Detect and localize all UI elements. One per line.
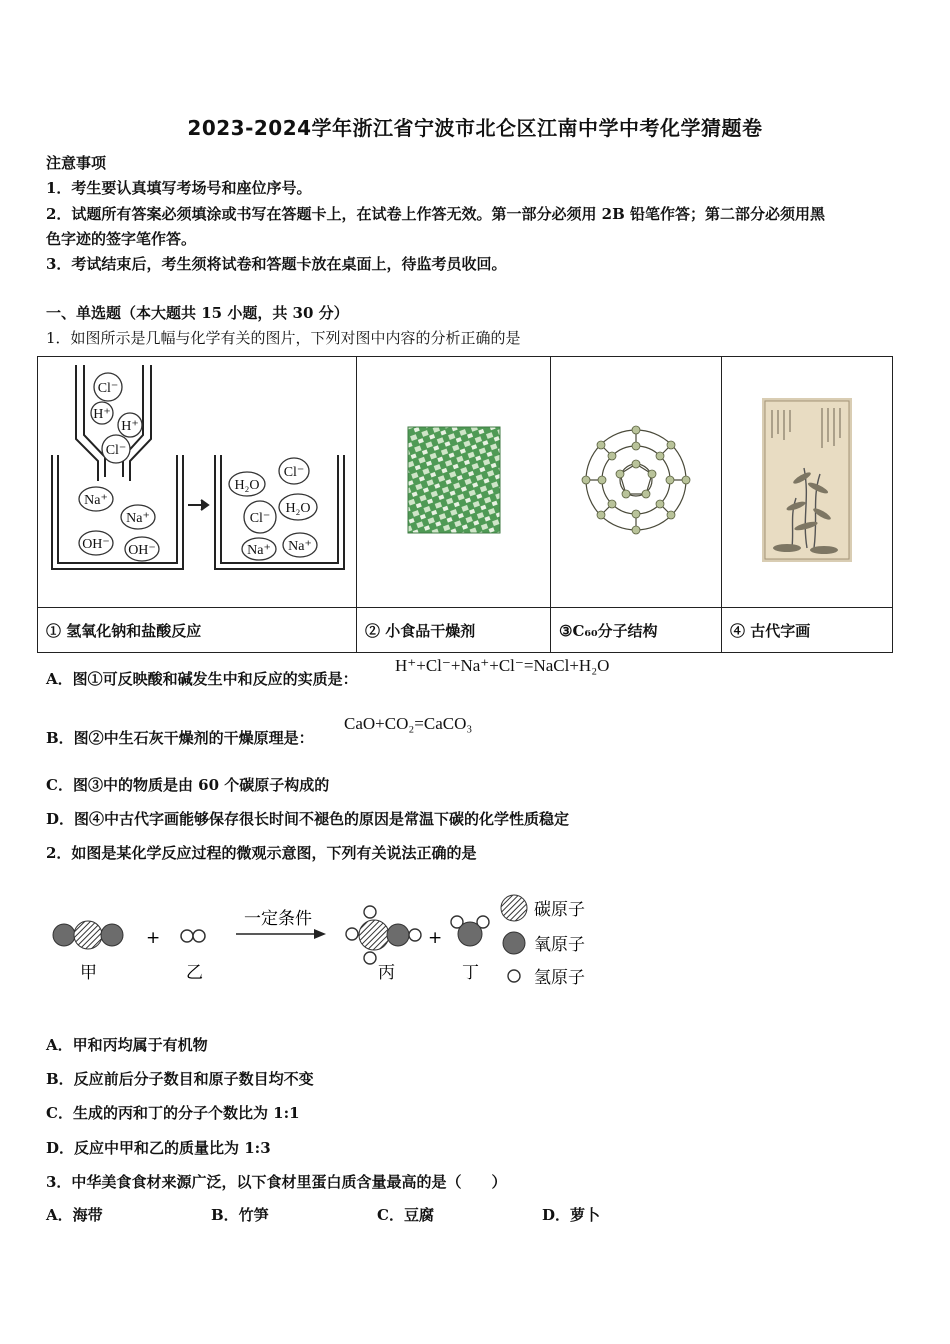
legend-oxygen-symbol <box>503 932 525 954</box>
q2-option-d: D．反应中甲和乙的质量比为 1:3 <box>46 1139 271 1157</box>
legend-carbon-label: 碳原子 <box>534 900 585 920</box>
caption-ancient-painting: ④ 古代字画 <box>722 608 893 653</box>
q1-option-c: C．图③中的物质是由 60 个碳原子构成的 <box>46 776 330 794</box>
figure-desiccant <box>357 357 551 608</box>
legend-carbon-symbol <box>501 895 527 921</box>
legend-oxygen-label: 氧原子 <box>534 935 585 955</box>
ion-cl-1: Cl⁻ <box>97 381 119 396</box>
bing-hydrogen-atom-1 <box>364 906 376 918</box>
bing-hydrogen-atom-3 <box>364 952 376 964</box>
q1-option-a <box>46 668 358 689</box>
ancient-painting-image <box>762 398 852 562</box>
q3-option-c: C．豆腐 <box>377 1206 434 1224</box>
ion-na-1: Na⁺ <box>84 493 108 508</box>
neutralization-diagram <box>38 357 356 603</box>
q1-option-d: D．图④中古代字画能够保存很长时间不褪色的原因是常温下碳的化学性质稳定 <box>46 810 570 828</box>
q1-option-b <box>46 727 314 748</box>
ion-na-2: Na⁺ <box>126 511 150 526</box>
label-bing: 丙 <box>378 963 395 983</box>
yi-hydrogen-atom-1 <box>181 930 193 942</box>
c60-molecule-image <box>576 420 696 540</box>
legend-hydrogen-label: 氢原子 <box>534 968 585 988</box>
q1-option-b-formula: CaO+CO₂=CaCO₃ <box>344 714 473 733</box>
jia-carbon-atom <box>74 921 102 949</box>
question-3-stem: 3．中华美食食材来源广泛，以下食材里蛋白质含量最高的是（ ） <box>46 1173 507 1191</box>
q3-option-b: B．竹笋 <box>211 1206 269 1224</box>
section-heading: 一、单选题（本大题共 15 小题，共 30 分） <box>46 304 349 322</box>
ion-oh-2: OH⁻ <box>128 543 156 558</box>
notice-item-2-cont: 色字迹的签字笔作答。 <box>46 230 197 248</box>
bing-hydrogen-atom-2 <box>346 928 358 940</box>
ion-h-1: H⁺ <box>93 407 111 422</box>
yi-hydrogen-atom-2 <box>193 930 205 942</box>
bing-oxygen-atom <box>387 924 409 946</box>
page-title: 2023-2024学年浙江省宁波市北仑区江南中学中考化学猜题卷 <box>187 116 763 140</box>
q3-option-d: D．萝卜 <box>542 1206 601 1224</box>
notice-item-2: 2．试题所有答案必须填涂或书写在答题卡上，在试卷上作答无效。第一部分必须用 2B 铅笔作答；第二部分必须用黑 <box>46 205 826 223</box>
label-yi: 乙 <box>186 963 203 983</box>
caption-c60: ③C₆₀分子结构 <box>551 608 722 653</box>
question-2-stem: 2．如图是某化学反应过程的微观示意图，下列有关说法正确的是 <box>46 844 477 862</box>
question-1-stem: 1．如图所示是几幅与化学有关的图片，下列对图中内容的分析正确的是 <box>46 329 521 347</box>
q3-option-a: A．海带 <box>46 1206 103 1224</box>
q2-option-b: B．反应前后分子数目和原子数目均不变 <box>46 1070 314 1088</box>
caption-desiccant: ② 小食品干燥剂 <box>357 608 551 653</box>
question-1-figure-table <box>37 356 893 653</box>
label-ding: 丁 <box>462 963 479 983</box>
figure-neutralization <box>38 357 357 608</box>
ion-h-2: H⁺ <box>121 419 139 434</box>
label-jia: 甲 <box>80 963 97 983</box>
q1-option-b-label: B．图②中生石灰干燥剂的干燥原理是： <box>46 729 314 747</box>
notice-item-3: 3．考试结束后，考生须将试卷和答题卡放在桌面上，待监考员收回。 <box>46 255 507 273</box>
q2-option-a: A．甲和丙均属于有机物 <box>46 1036 208 1054</box>
bing-hydrogen-atom-4 <box>409 929 421 941</box>
ion-na-3: Na⁺ <box>247 543 271 558</box>
jia-oxygen-atom-1 <box>53 924 75 946</box>
q1-option-a-label: A．图①可反映酸和碱发生中和反应的实质是： <box>46 670 358 688</box>
molecule-h2o-2: H₂O <box>285 501 311 516</box>
notice-item-1: 1．考生要认真填写考场号和座位序号。 <box>46 179 312 197</box>
reaction-condition: 一定条件 <box>244 909 312 929</box>
legend-hydrogen-symbol <box>508 970 520 982</box>
plus-sign-2: + <box>428 928 443 948</box>
q1-option-a-formula: H⁺+Cl⁻+Na⁺+Cl⁻=NaCl+H₂O <box>395 656 610 675</box>
reaction-diagram <box>44 888 604 998</box>
ion-cl-4: Cl⁻ <box>249 511 271 526</box>
bing-carbon-atom <box>359 920 389 950</box>
plus-sign-1: + <box>146 928 161 948</box>
jia-oxygen-atom-2 <box>101 924 123 946</box>
notice-heading: 注意事项 <box>46 154 107 172</box>
ding-oxygen-atom <box>458 922 482 946</box>
ion-oh-1: OH⁻ <box>82 537 110 552</box>
desiccant-packet-image <box>406 425 502 535</box>
ion-cl-3: Cl⁻ <box>283 465 305 480</box>
ion-cl-2: Cl⁻ <box>105 443 127 458</box>
figure-c60 <box>551 357 722 608</box>
molecule-h2o-1: H₂O <box>234 478 260 493</box>
ion-na-4: Na⁺ <box>288 539 312 554</box>
figure-ancient-painting <box>722 357 893 608</box>
q2-option-c: C．生成的丙和丁的分子个数比为 1:1 <box>46 1104 300 1122</box>
caption-neutralization: ① 氢氧化钠和盐酸反应 <box>38 608 357 653</box>
